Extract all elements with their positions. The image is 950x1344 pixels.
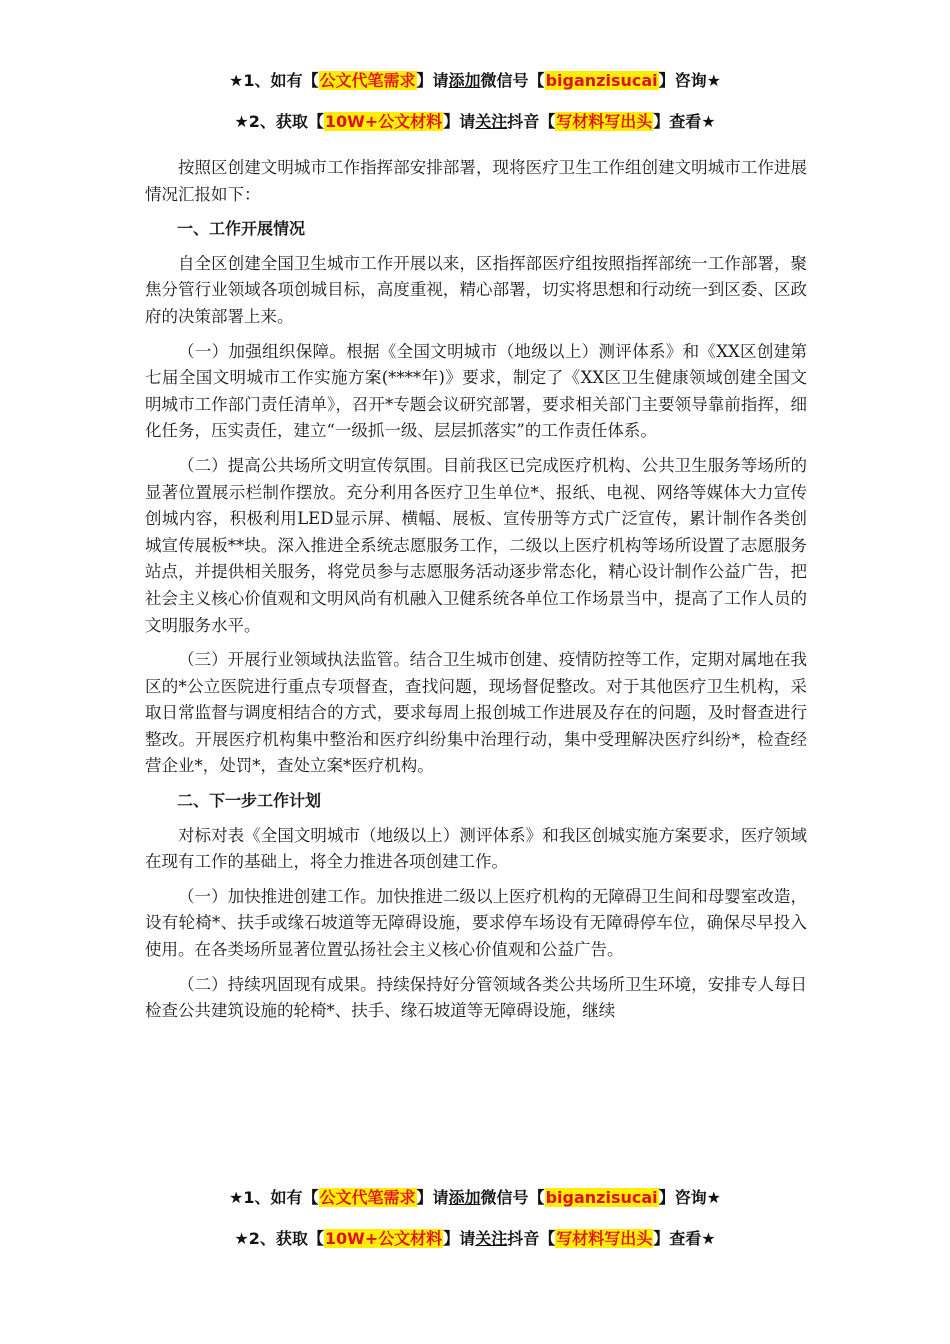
douyin-account-tag: 写材料写出头 xyxy=(556,1229,653,1248)
banner-text: 】请 xyxy=(416,1188,449,1207)
banner-text: 】查看★ xyxy=(653,1229,716,1248)
banner-text: ★2、获取【 xyxy=(234,1229,324,1248)
highlight-tag: 公文代笔需求 xyxy=(319,71,416,90)
underlined-text: 关注 xyxy=(475,112,508,131)
banner-text: 微信号【 xyxy=(480,71,545,90)
banner-text: 】请 xyxy=(416,71,449,90)
banner-text: 】请 xyxy=(443,112,476,131)
douyin-account-tag: 写材料写出头 xyxy=(556,112,653,131)
section-heading: 二、下一步工作计划 xyxy=(177,791,322,811)
top-banner-line-2 xyxy=(0,110,950,134)
underlined-text: 添加 xyxy=(448,1188,481,1207)
banner-text: 】咨询★ xyxy=(658,1188,721,1207)
banner-text: 抖音【 xyxy=(507,112,556,131)
highlight-tag: 10W+公文材料 xyxy=(324,112,443,131)
intro-paragraph: 按照区创建文明城市工作指挥部安排部署，现将医疗卫生工作组创建文明城市工作进展情况汇报如下： xyxy=(145,158,807,204)
banner-text: ★1、如有【 xyxy=(229,1188,319,1207)
section-heading: 一、工作开展情况 xyxy=(177,219,306,239)
paragraph: （二）提高公共场所文明宣传氛围。目前我区已完成医疗机构、公共卫生服务等场所的显著位置展示栏制作摆放。充分利用各医疗卫生单位*、报纸、电视、网络等媒体大力宣传创城内容，积极利用LED显示屏、横幅、展板、宣传册等方式广泛宣传，累计制作各类创城宣传展板**块。深入推进全系统志愿服务工作，二级以上医疗机构等场所设置了志愿服务站点，并提供相关服务，将党员参与志愿服务活动逐步常态化，精心设计制作公益广告，把社会主义核心价值观和文明风尚有机融入卫健系统各单位工作场景当中，提高了工作人员的文明服务水平。 xyxy=(145,455,807,635)
document-body xyxy=(145,155,807,1033)
banner-text: 】查看★ xyxy=(653,112,716,131)
underlined-text: 添加 xyxy=(448,71,481,90)
bottom-banner-line-2 xyxy=(0,1227,950,1251)
banner-text: 】咨询★ xyxy=(658,71,721,90)
bottom-banner-line-1 xyxy=(0,1186,950,1210)
underlined-text: 关注 xyxy=(475,1229,508,1248)
top-banner-line-1 xyxy=(0,69,950,93)
wechat-id-tag: biganzisucai xyxy=(545,1188,658,1207)
banner-text: 抖音【 xyxy=(507,1229,556,1248)
highlight-tag: 公文代笔需求 xyxy=(319,1188,416,1207)
paragraph: （三）开展行业领域执法监管。结合卫生城市创建、疫情防控等工作，定期对属地在我区的*公立医院进行重点专项督查，查找问题，现场督促整改。对于其他医疗卫生机构，采取日常监督与调度相结合的方式，要求每周上报创城工作进展及存在的问题，及时督查进行整改。开展医疗机构集中整治和医疗纠纷集中治理行动，集中受理解决医疗纠纷*，检查经营企业*，处罚*，查处立案*医疗机构。 xyxy=(145,650,807,776)
banner-text: ★2、获取【 xyxy=(234,112,324,131)
paragraph: （一）加快推进创建工作。加快推进二级以上医疗机构的无障碍卫生间和母婴室改造，设有轮椅*、扶手或缘石坡道等无障碍设施，要求停车场设有无障碍停车位，确保尽早投入使用。在各类场所显著位置弘扬社会主义核心价值观和公益广告。 xyxy=(145,886,807,960)
paragraph: （二）持续巩固现有成果。持续保持好分管领域各类公共场所卫生环境，安排专人每日检查公共建筑设施的轮椅*、扶手、缘石坡道等无障碍设施，继续 xyxy=(145,974,807,1021)
wechat-id-tag: biganzisucai xyxy=(545,71,658,90)
highlight-tag: 10W+公文材料 xyxy=(324,1229,443,1248)
paragraph: 对标对表《全国文明城市（地级以上）测评体系》和我区创城实施方案要求，医疗领域在现有工作的基础上，将全力推进各项创建工作。 xyxy=(145,825,807,872)
paragraph: （一）加强组织保障。根据《全国文明城市（地级以上）测评体系》和《XX区创建第七届全国文明城市工作实施方案(****年)》要求，制定了《XX区卫生健康领域创建全国文明城市工作部门责任清单》，召开*专题会议研究部署，要求相关部门主要领导靠前指挥，细化任务，压实责任，建立“一级抓一级、层层抓落实”的工作责任体系。 xyxy=(145,341,807,441)
banner-text: 】请 xyxy=(443,1229,476,1248)
paragraph: 自全区创建全国卫生城市工作开展以来，区指挥部医疗组按照指挥部统一工作部署，聚焦分管行业领域各项创城目标，高度重视，精心部署，切实将思想和行动统一到区委、区政府的决策部署上来。 xyxy=(145,253,807,326)
banner-text: 微信号【 xyxy=(480,1188,545,1207)
banner-text: ★1、如有【 xyxy=(229,71,319,90)
